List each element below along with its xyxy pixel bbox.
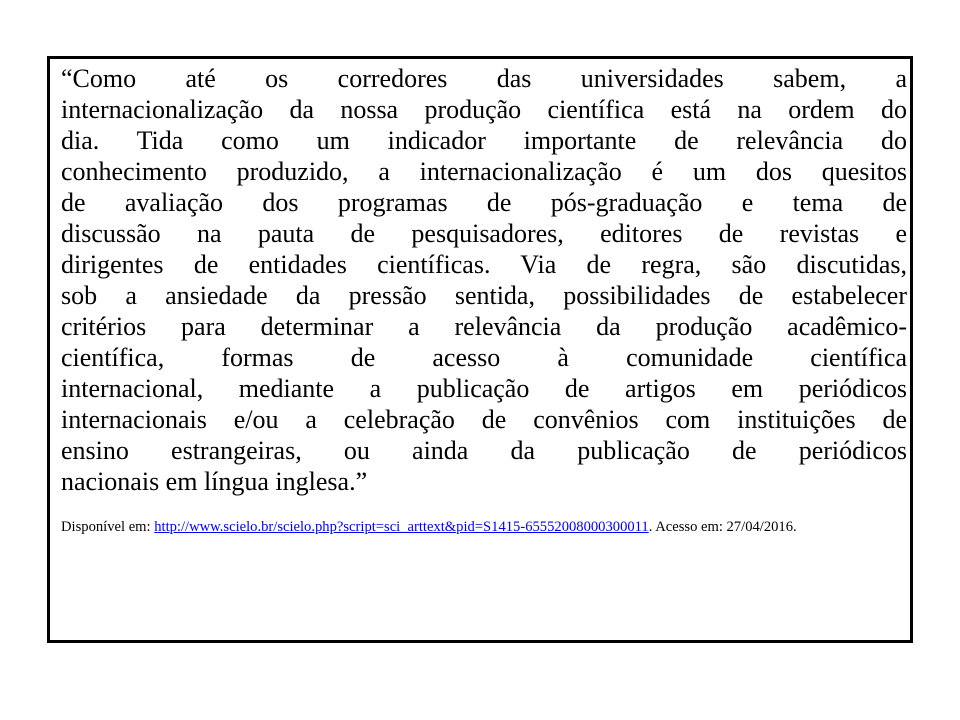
- quote-line: científica, formas de acesso à comunidade científica: [61, 343, 907, 372]
- source-link[interactable]: http://www.scielo.br/scielo.php?script=sci_arttext&pid=S1415-65552008000300011: [154, 519, 649, 535]
- quote-line: de avaliação dos programas de pós-graduação e tema de: [61, 188, 907, 217]
- quote-line: dia. Tida como um indicador importante de relevância do: [61, 126, 907, 155]
- citation: [61, 519, 891, 537]
- quote-line: discussão na pauta de pesquisadores, editores de revistas e: [61, 219, 907, 248]
- quote-text: [61, 63, 907, 497]
- quote-line: ensino estrangeiras, ou ainda da publicação de periódicos: [61, 436, 907, 465]
- quote-line: dirigentes de entidades científicas. Via de regra, são discutidas,: [61, 250, 907, 279]
- quote-line: sob a ansiedade da pressão sentida, possibilidades de estabelecer: [61, 281, 907, 310]
- quote-line: nacionais em língua inglesa.”: [61, 467, 368, 496]
- citation-suffix: . Acesso em: 27/04/2016.: [648, 519, 797, 535]
- quote-box: [47, 56, 913, 643]
- quote-line: conhecimento produzido, a internacionalização é um dos quesitos: [61, 157, 907, 186]
- quote-line: internacionalização da nossa produção científica está na ordem do: [61, 95, 907, 124]
- quote-line: internacionais e/ou a celebração de convênios com instituições de: [61, 405, 907, 434]
- quote-line: internacional, mediante a publicação de artigos em periódicos: [61, 374, 907, 403]
- quote-line: “Como até os corredores das universidades sabem, a: [61, 64, 907, 93]
- quote-line: critérios para determinar a relevância da produção acadêmico-: [61, 312, 907, 341]
- citation-prefix: Disponível em:: [61, 519, 155, 535]
